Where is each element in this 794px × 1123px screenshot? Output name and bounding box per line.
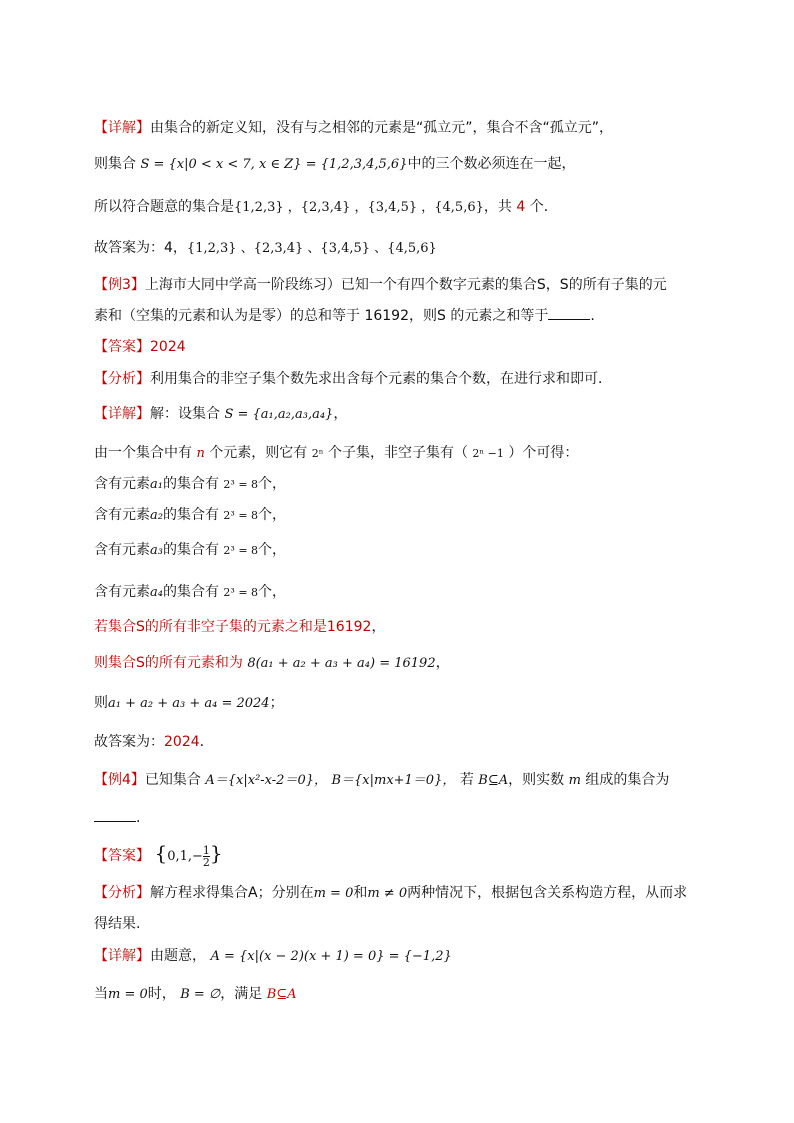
text-fragment: 含有元素 (94, 584, 150, 600)
text-fragment: ）个可得： (508, 445, 579, 461)
answer-tag: 【答案】 (94, 339, 150, 355)
answer-tag: 【答案】 (94, 848, 150, 864)
text-fragment: 得结果. (94, 916, 141, 932)
text-fragment: 含有元素 (94, 476, 150, 492)
text-fragment: 则集合S的所有元素和为 (94, 655, 243, 671)
variable-m: m (568, 773, 581, 788)
example-4-case (94, 984, 724, 1005)
variable-n: n (196, 446, 205, 461)
text-fragment: 解方程求得集合A；分别在 (150, 885, 314, 901)
condition-1: m = 0 (313, 886, 354, 901)
condition-2: m ≠ 0 (367, 886, 408, 901)
detail-tag: 【详解】 (94, 948, 150, 964)
text-fragment: ，共 (483, 199, 512, 215)
text-fragment: 由一个集合中有 (94, 445, 192, 461)
set-b-definition: B＝{x|mx+1＝0}， (331, 773, 456, 788)
text-fragment: 则 (94, 695, 108, 711)
analysis-tag: 【分析】 (94, 371, 150, 387)
contain-line-1 (94, 474, 724, 495)
text-fragment: 故答案为： (94, 734, 164, 750)
text-fragment: 当 (94, 986, 108, 1002)
analysis-tag: 【分析】 (94, 885, 150, 901)
contain-line-3 (94, 540, 724, 561)
text-fragment: 解：设集合 (150, 406, 220, 422)
text-fragment: 所以符合题意的集合是 (94, 199, 234, 215)
example-3-detail (94, 404, 724, 425)
set-formula: S = {x|0 < x < 7, x ∈ Z} = {1,2,3,4,5,6} (140, 157, 408, 172)
set-a-solution: A = {x|(x − 2)(x + 1) = 0} = {−1,2} (210, 949, 452, 964)
example-4-analysis (94, 883, 724, 904)
power-expression: 2ⁿ −1 (472, 447, 504, 460)
text-fragment: 个， (258, 507, 287, 523)
text-fragment: 两种情况下，根据包含关系构造方程，从而求 (407, 885, 688, 901)
final-answer-line (94, 732, 724, 752)
subset-count-line (94, 443, 724, 464)
sum-value: 16192 (326, 619, 372, 635)
element-symbol: a₂ (150, 508, 163, 523)
example-4-blank-line (94, 808, 724, 828)
count-expression: 2³ = 8 (223, 544, 259, 557)
text-fragment: ，满足 (220, 986, 263, 1002)
fraction-numerator: 1 (202, 843, 210, 857)
set-formula: S = {a₁,a₂,a₃,a₄} (224, 407, 334, 422)
subset-relation: B⊆A (478, 773, 509, 788)
total-line (94, 653, 724, 674)
text-fragment: 故答案为：4， (94, 240, 187, 256)
final-value: 2024 (164, 734, 200, 750)
text-fragment: ， (333, 406, 348, 422)
text-fragment: 素和（空集的元素和认为是零）的总和等于 16192，则S 的元素之和等于 (94, 308, 549, 324)
example-4-tag: 【例4】 (94, 772, 145, 788)
text-fragment: 的集合有 (162, 584, 219, 600)
total-equation: 8(a₁ + a₂ + a₃ + a₄) = 16192 (247, 656, 436, 671)
detail-text: 由集合的新定义知，没有与之相邻的元素是“孤立元”，集合不含“孤立元”， (150, 120, 614, 136)
text-fragment: 个， (258, 542, 287, 558)
empty-set-statement: B = ∅ (180, 987, 221, 1002)
result-line (94, 693, 724, 714)
example-4-question (94, 770, 724, 791)
example-3-answer (94, 337, 724, 357)
detail-tag: 【详解】 (94, 120, 150, 136)
detail-tag: 【详解】 (94, 406, 150, 422)
element-symbol: a₃ (150, 543, 163, 558)
text-fragment: . (590, 308, 595, 324)
count-expression: 2³ = 8 (223, 478, 259, 491)
example-3-line-1 (94, 275, 724, 295)
contain-line-4 (94, 582, 724, 603)
text-fragment: 组成的集合为 (585, 772, 670, 788)
text-fragment: 上海市大同中学高一阶段练习）已知一个有四个数字元素的集合S，S的所有子集的元 (144, 277, 667, 293)
power-expression: 2ⁿ (311, 447, 324, 460)
fraction-denominator: 2 (202, 855, 210, 869)
set-list: {1,2,3} 、{2,3,4} 、{3,4,5} 、{4,5,6} (186, 241, 437, 256)
example-3-tag: 【例3】 (94, 277, 145, 293)
detail-paragraph-2 (94, 154, 724, 175)
count-expression: 2³ = 8 (223, 586, 259, 599)
text-fragment: ． (199, 734, 214, 750)
text-fragment: 个元素，则它有 (209, 445, 308, 461)
text-fragment: 个． (529, 199, 558, 215)
count-expression: 2³ = 8 (223, 509, 259, 522)
contain-line-2 (94, 505, 724, 526)
text-fragment: 个子集，非空子集有（ (327, 445, 468, 461)
example-4-analysis-cont (94, 914, 724, 934)
text-fragment: 的集合有 (162, 542, 219, 558)
text-fragment: 若集合S的所有非空子集的元素之和是 (94, 619, 327, 635)
answer-set: { (154, 841, 168, 865)
text-fragment: 中的三个数必须连在一起， (407, 156, 576, 172)
text-fragment: 由题意， (150, 948, 206, 964)
subset-relation: B⊆A (266, 987, 297, 1002)
text-fragment: 时， (147, 986, 176, 1002)
text-fragment: 则集合 (94, 156, 136, 172)
text-fragment: ； (269, 695, 284, 711)
set-a-definition: A＝{x|x²-x-2＝0}， (205, 773, 327, 788)
text-fragment: 的集合有 (162, 507, 219, 523)
text-fragment: 个， (258, 584, 287, 600)
text-fragment: 的集合有 (162, 476, 219, 492)
example-4-answer (94, 840, 724, 870)
text-fragment: ， (371, 619, 386, 635)
answer-value: 2024 (150, 339, 186, 355)
answer-blank (548, 306, 590, 320)
count-value: 4 (516, 199, 526, 215)
text-fragment: 利用集合的非空子集个数先求出含每个元素的集合个数，在进行求和即可． (150, 371, 612, 387)
text-fragment: 个， (258, 476, 287, 492)
text-fragment: . (136, 810, 141, 826)
case-condition: m = 0 (108, 987, 148, 1002)
text-fragment: 已知集合 (144, 772, 201, 788)
set-list: {1,2,3} ，{2,3,4} ，{3,4,5} ，{4,5,6} (234, 200, 484, 215)
text-fragment: 含有元素 (94, 542, 150, 558)
text-fragment: 含有元素 (94, 507, 150, 523)
answer-set-items: 0,1,− (167, 849, 203, 864)
detail-paragraph-3 (94, 197, 724, 218)
sum-line (94, 617, 724, 637)
text-fragment: ，则实数 (508, 772, 565, 788)
element-symbol: a₄ (150, 585, 163, 600)
example-4-detail (94, 946, 724, 967)
text-fragment: ， (435, 655, 450, 671)
result-equation: a₁ + a₂ + a₃ + a₄ = 2024 (108, 696, 270, 711)
text-fragment: 和 (353, 885, 368, 901)
text-fragment: 若 (459, 772, 474, 788)
example-3-line-2 (94, 306, 724, 326)
answer-set-close: } (209, 841, 223, 865)
element-symbol: a₁ (150, 477, 163, 492)
detail-paragraph-1 (94, 118, 724, 138)
example-3-analysis (94, 369, 724, 389)
answer-paragraph (94, 238, 724, 259)
fraction (203, 845, 210, 868)
answer-blank (94, 808, 136, 822)
